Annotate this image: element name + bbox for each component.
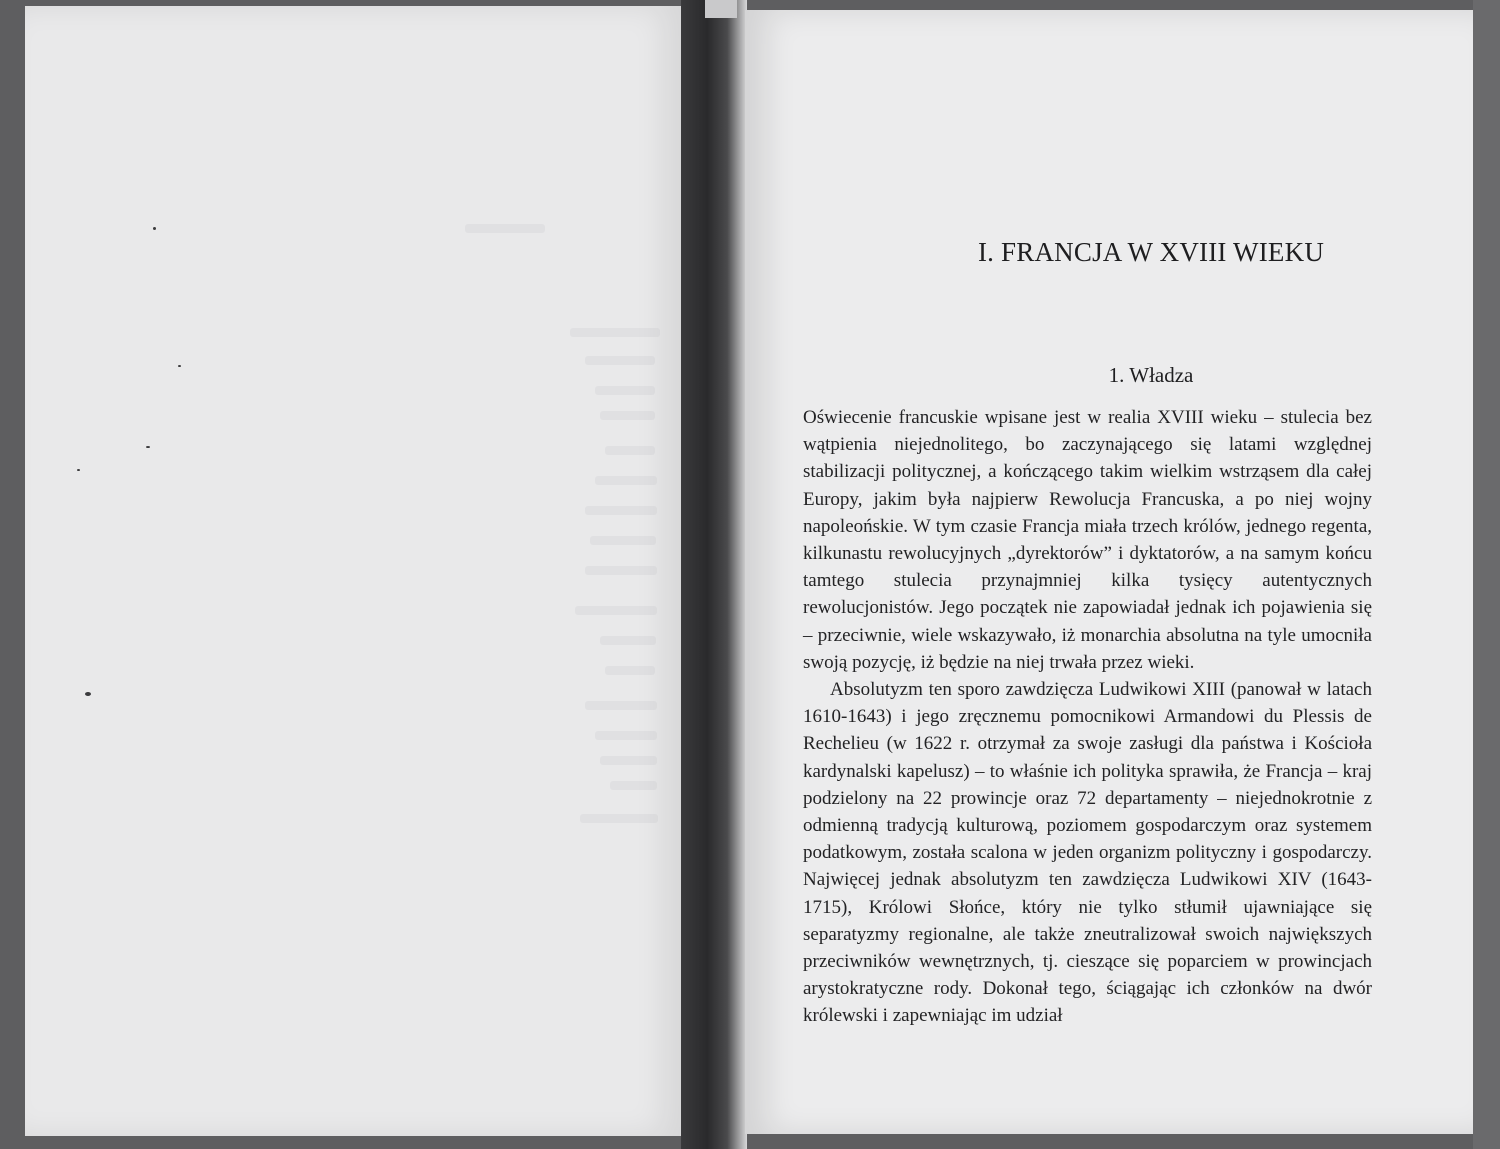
show-through-mark [595,386,655,395]
show-through-mark [595,476,657,485]
show-through-mark [570,328,660,337]
show-through-mark [600,411,655,420]
show-through-mark [465,224,545,233]
show-through-mark [580,814,658,823]
show-through-mark [600,756,657,765]
show-through-mark [610,781,657,790]
show-through-mark [595,731,657,740]
show-through-mark [585,701,657,710]
section-title: 1. Władza [1108,363,1194,387]
dust-speck [77,469,80,471]
dust-speck [85,692,91,696]
dust-speck [146,446,150,448]
left-page-blank [25,6,681,1136]
show-through-mark [585,566,657,575]
book-spine [681,0,747,1149]
show-through-mark [605,446,655,455]
show-through-mark [605,666,655,675]
dust-speck [153,227,156,230]
right-page [745,10,1473,1134]
paragraph: Absolutyzm ten sporo zawdzięcza Ludwikowi XIII (panował w latach 1610-1643) i jego zręcznemu pomocnikowi Armandowi du Plessis de Rechelieu (w 1622 r. otrzymał za swoje zasługi dla państwa i Kościoła kardynalski kapelusz) – to właśnie ich polityka sprawiła, że Francja – kraj podzielony na 22 prowincje oraz 72 departamenty – niejednokrotnie z odmienną tradycją kulturową, poziomem gospodarczym oraz systemem podatkowym, została scalona w jeden organizm polityczny i gospodarczy. Najwięcej jednak absolutyzm ten zawdzięcza Ludwikowi XIV (1643-1715), Królowi Słońce, który nie tylko stłumił ujawniające się separatyzmy regionalne, ale także zneutralizował swoich największych przeciwników wewnętrznych, tj. cieszące się poparciem w prowincjach arystokratyczne rody. Dokonał tego, ściągając ich członków na dwór królewski i zapewniając im udział [803,679,1372,1027]
spine-top-edge [705,0,737,18]
paragraph: Oświecenie francuskie wpisane jest w realia XVIII wieku – stulecia bez wątpienia niejednolitego, bo zaczynającego się latami względnej stabilizacji politycznej, a kończącego takim wielkim wstrząsem dla całej Europy, jakim była najpierw Rewolucja Francuska, a po niej wojny napoleońskie. W tym czasie Francja miała trzech królów, jednego regenta, kilkunastu rewolucyjnych „dyrektorów” i dyktatorów, a na samym końcu tamtego stulecia przynajmniej kilka tysięcy autentycznych rewolucjonistów. Jego początek nie zapowiadał jednak ich pojawienia się – przeciwnie, wiele wskazywało, iż monarchia absolutna na tyle umocniła swoją pozycję, iż będzie na niej trwała przez wieki. [803,407,1372,673]
body-text [803,404,1372,1030]
show-through-mark [575,606,657,615]
show-through-mark [600,636,656,645]
chapter-title: I. FRANCJA W XVIII WIEKU [977,237,1325,267]
dust-speck [178,365,181,367]
scan-right-border [1473,0,1500,1149]
show-through-mark [590,536,656,545]
show-through-mark [585,506,657,515]
show-through-mark [585,356,655,365]
